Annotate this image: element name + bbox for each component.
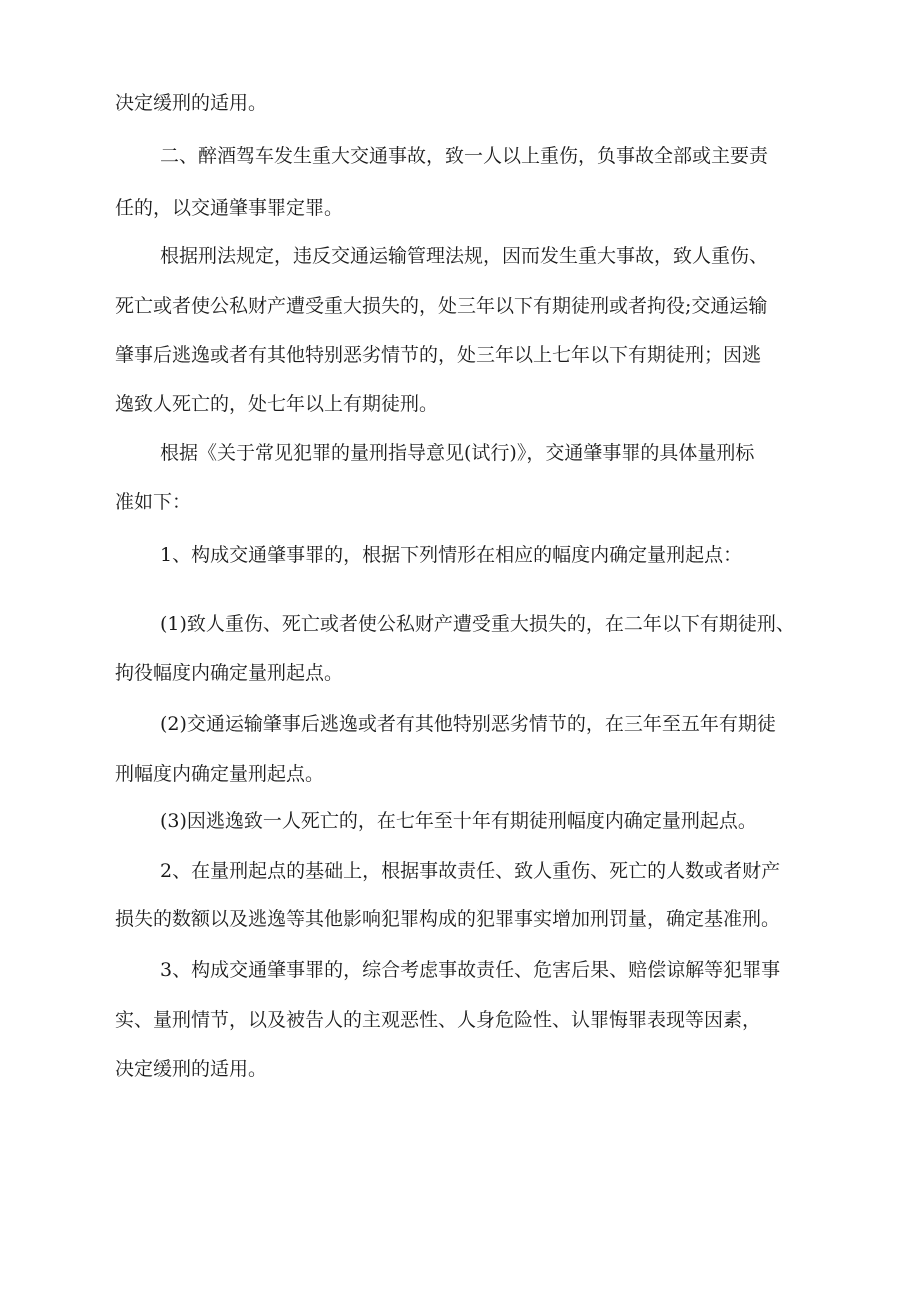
text-line: 二、醉酒驾车发生重大交通事故，致一人以上重伤，负事故全部或主要责 xyxy=(160,145,769,167)
text-line: 死亡或者使公私财产遭受重大损失的，处三年以下有期徒刑或者拘役;交通运输 xyxy=(115,295,768,317)
text-line: (2)交通运输肇事后逃逸或者有其他特别恶劣情节的，在三年至五年有期徒 xyxy=(160,713,776,735)
text-line: (1)致人重伤、死亡或者使公私财产遭受重大损失的，在二年以下有期徒刑、 xyxy=(160,613,795,635)
text-line: 3、构成交通肇事罪的，综合考虑事故责任、危害后果、赔偿谅解等犯罪事 xyxy=(160,959,781,981)
text-line: 2、在量刑起点的基础上，根据事故责任、致人重伤、死亡的人数或者财产 xyxy=(160,860,781,882)
text-line: 拘役幅度内确定量刑起点。 xyxy=(115,662,344,684)
text-line: 准如下： xyxy=(115,491,192,513)
text-line: 决定缓刑的适用。 xyxy=(115,92,268,114)
text-line: 逸致人死亡的，处七年以上有期徒刑。 xyxy=(115,393,439,415)
text-line: 损失的数额以及逃逸等其他影响犯罪构成的犯罪事实增加刑罚量，确定基准刑。 xyxy=(115,908,781,930)
text-line: 刑幅度内确定量刑起点。 xyxy=(115,763,325,785)
text-line: 任的，以交通肇事罪定罪。 xyxy=(115,197,344,219)
text-line: (3)因逃逸致一人死亡的，在七年至十年有期徒刑幅度内确定量刑起点。 xyxy=(160,810,757,832)
text-line: 肇事后逃逸或者有其他特别恶劣情节的，处三年以上七年以下有期徒刑；因逃 xyxy=(115,344,762,366)
text-line: 根据刑法规定，违反交通运输管理法规，因而发生重大事故，致人重伤、 xyxy=(160,245,769,267)
text-line: 1、构成交通肇事罪的，根据下列情形在相应的幅度内确定量刑起点： xyxy=(160,544,743,566)
text-line: 决定缓刑的适用。 xyxy=(115,1058,268,1080)
text-line: 实、量刑情节，以及被告人的主观恶性、人身危险性、认罪悔罪表现等因素， xyxy=(115,1009,762,1031)
text-line: 根据《关于常见犯罪的量刑指导意见(试行)》，交通肇事罪的具体量刑标 xyxy=(160,442,755,464)
